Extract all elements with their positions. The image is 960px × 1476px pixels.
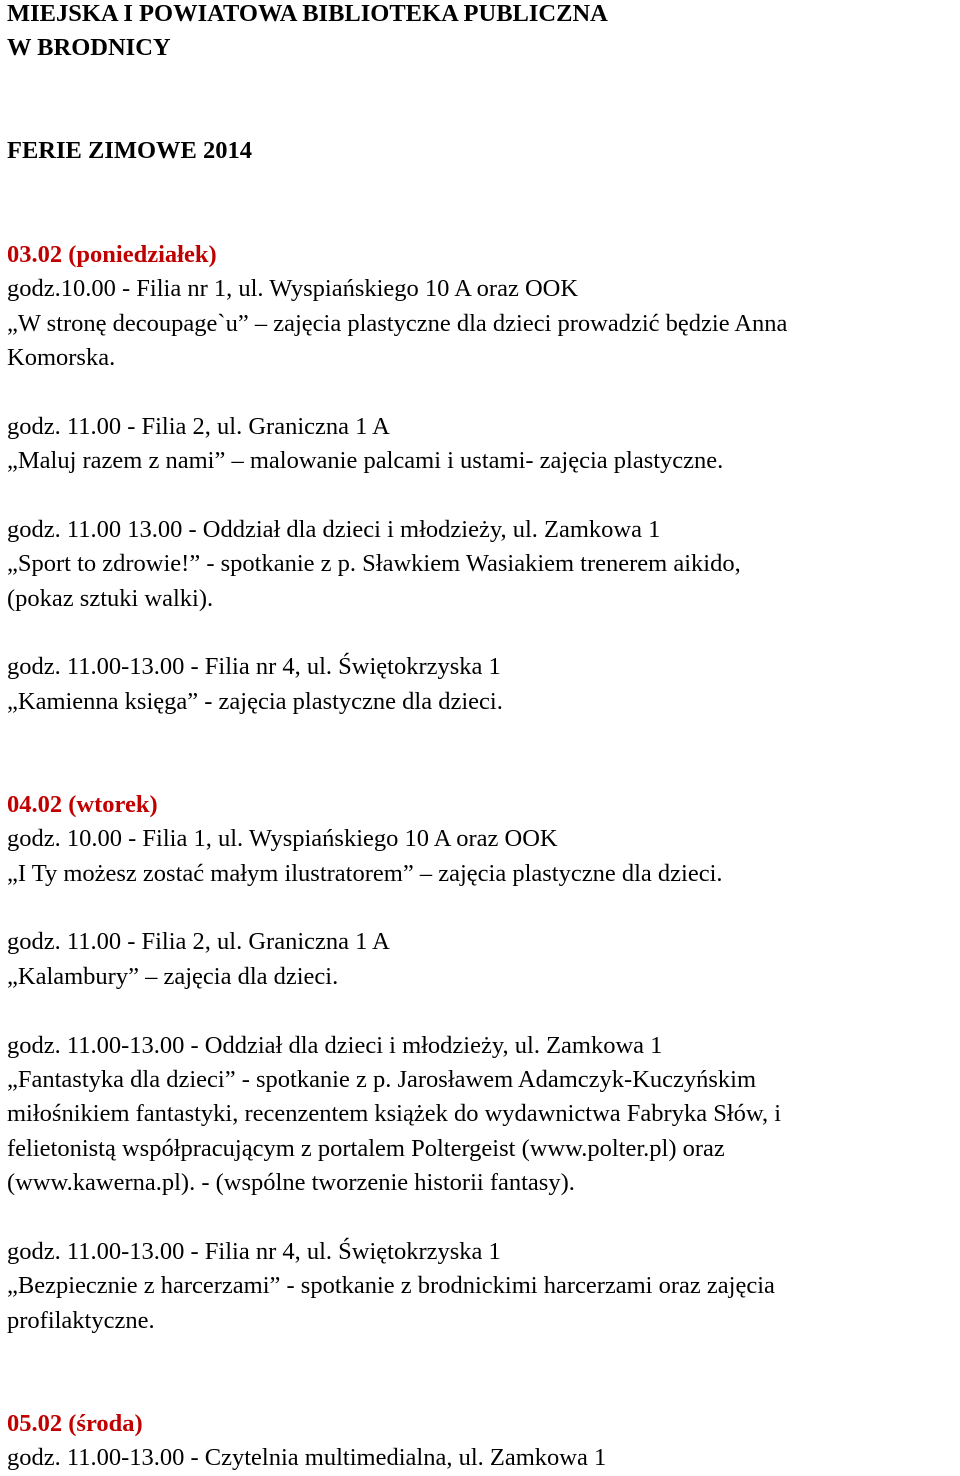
event-description: miłośnikiem fantastyki, recenzentem książek do wydawnictwa Fabryka Słów, i bbox=[7, 1100, 782, 1127]
library-name-line1: MIEJSKA I POWIATOWA BIBLIOTEKA PUBLICZNA bbox=[7, 0, 608, 27]
event-time-location: godz. 10.00 - Filia 1, ul. Wyspiańskiego 10 A oraz OOK bbox=[7, 825, 558, 852]
event-description: „Kalambury” – zajęcia dla dzieci. bbox=[7, 963, 339, 990]
event-description: „W stronę decoupage`u” – zajęcia plastyczne dla dzieci prowadzić będzie Anna bbox=[7, 310, 788, 337]
page-title: FERIE ZIMOWE 2014 bbox=[7, 137, 253, 164]
event-time-location: godz. 11.00 - Filia 2, ul. Graniczna 1 A bbox=[7, 928, 390, 955]
date-heading-0302: 03.02 (poniedziałek) bbox=[7, 241, 217, 268]
event-description: profilaktyczne. bbox=[7, 1307, 155, 1334]
date-heading-0402: 04.02 (wtorek) bbox=[7, 791, 158, 818]
event-time-location: godz. 11.00 - Filia 2, ul. Graniczna 1 A bbox=[7, 413, 390, 440]
library-name-line2: W BRODNICY bbox=[7, 34, 171, 61]
event-description: „Sport to zdrowie!” - spotkanie z p. Sławkiem Wasiakiem trenerem aikido, bbox=[7, 550, 741, 577]
event-description: „Kamienna księga” - zajęcia plastyczne dla dzieci. bbox=[7, 688, 503, 715]
event-description: „Fantastyka dla dzieci” - spotkanie z p. Jarosławem Adamczyk-Kuczyńskim bbox=[7, 1066, 757, 1093]
event-description: „Bezpiecznie z harcerzami” - spotkanie z brodnickimi harcerzami oraz zajęcia bbox=[7, 1272, 775, 1299]
event-time-location: godz.10.00 - Filia nr 1, ul. Wyspiańskiego 10 A oraz OOK bbox=[7, 275, 579, 302]
event-description: felietonistą współpracującym z portalem Poltergeist (www.polter.pl) oraz bbox=[7, 1135, 725, 1162]
event-time-location: godz. 11.00 13.00 - Oddział dla dzieci i młodzieży, ul. Zamkowa 1 bbox=[7, 516, 661, 543]
event-description: Komorska. bbox=[7, 344, 116, 371]
event-time-location: godz. 11.00-13.00 - Filia nr 4, ul. Świętokrzyska 1 bbox=[7, 653, 501, 680]
event-description: „I Ty możesz zostać małym ilustratorem” – zajęcia plastyczne dla dzieci. bbox=[7, 860, 723, 887]
event-description: (pokaz sztuki walki). bbox=[7, 585, 214, 612]
date-heading-0502: 05.02 (środa) bbox=[7, 1410, 143, 1437]
event-time-location: godz. 11.00-13.00 - Czytelnia multimedialna, ul. Zamkowa 1 bbox=[7, 1444, 607, 1471]
event-description: (www.kawerna.pl). - (wspólne tworzenie historii fantasy). bbox=[7, 1169, 575, 1196]
event-time-location: godz. 11.00-13.00 - Filia nr 4, ul. Świętokrzyska 1 bbox=[7, 1238, 501, 1265]
event-time-location: godz. 11.00-13.00 - Oddział dla dzieci i młodzieży, ul. Zamkowa 1 bbox=[7, 1032, 663, 1059]
event-description: „Maluj razem z nami” – malowanie palcami i ustami- zajęcia plastyczne. bbox=[7, 447, 724, 474]
